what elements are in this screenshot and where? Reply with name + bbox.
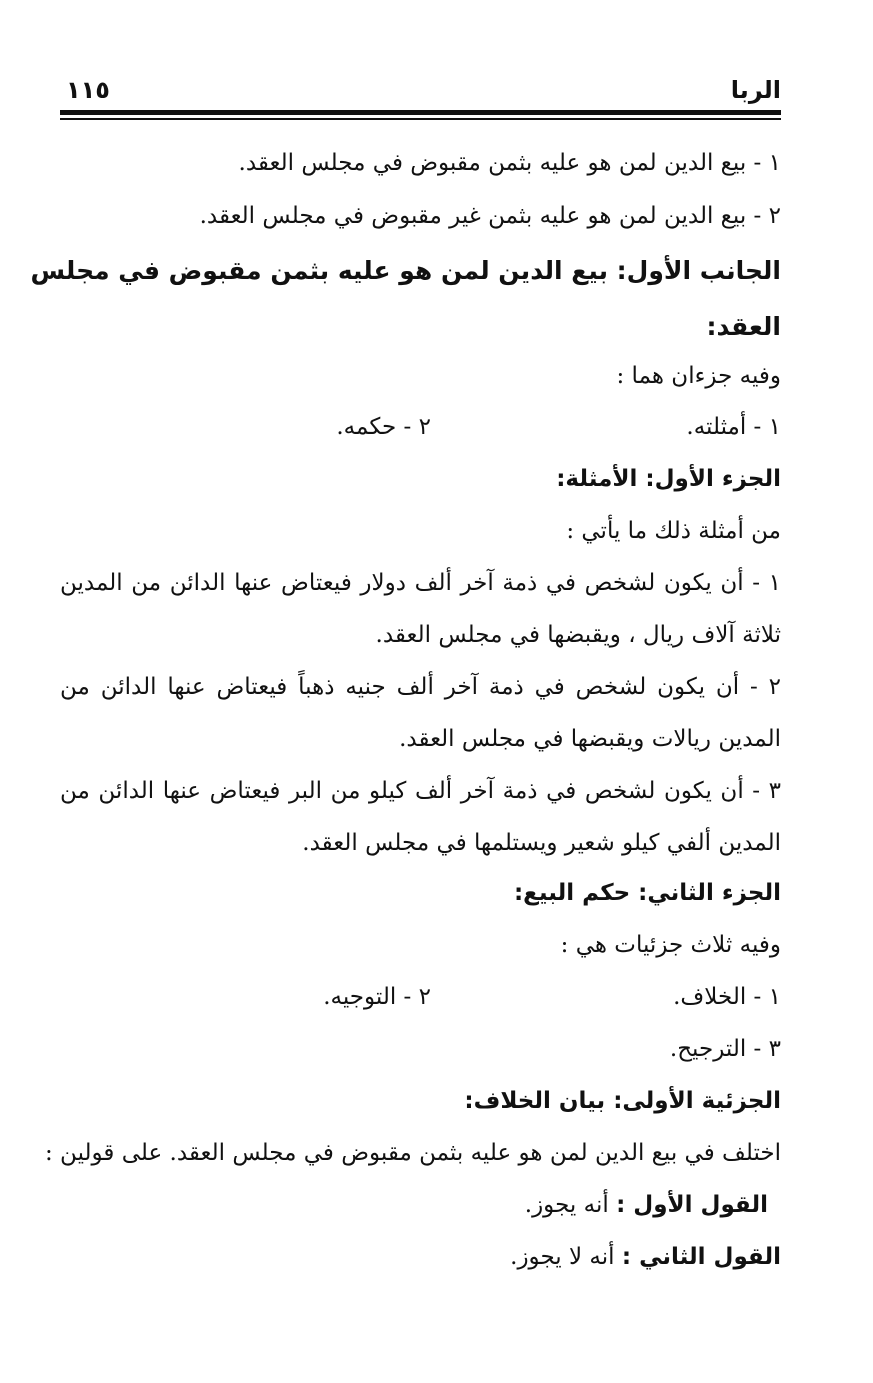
- paragraph: من أمثلة ذلك ما يأتي :: [566, 518, 781, 544]
- section-heading-continued: العقد:: [706, 312, 781, 341]
- opinion-line: [525, 1194, 768, 1217]
- paragraph: اختلف في بيع الدين لمن هو عليه بثمن مقبوض في مجلس العقد. على قولين :: [45, 1140, 781, 1166]
- header-rule-thick: [60, 110, 781, 115]
- opinion-text: أنه لا يجوز.: [510, 1244, 622, 1270]
- paragraph: ثلاثة آلاف ريال ، ويقبضها في مجلس العقد.: [375, 622, 781, 648]
- paragraph: وفيه ثلاث جزئيات هي :: [560, 932, 781, 958]
- subsection-heading: الجزء الثاني: حكم البيع:: [513, 880, 781, 906]
- subsection-heading: الجزئية الأولى: بيان الخلاف:: [464, 1088, 781, 1114]
- paragraph: ٣ - أن يكون لشخص في ذمة آخر ألف كيلو من البر فيعتاض عنها الدائن من: [60, 778, 781, 804]
- opinion-label: القول الثاني :: [621, 1244, 781, 1270]
- opinion-label: القول الأول :: [616, 1192, 768, 1218]
- paragraph: المدين ريالات ويقبضها في مجلس العقد.: [399, 726, 781, 752]
- opinion-text: أنه يجوز.: [524, 1192, 617, 1218]
- header-rule: [60, 110, 781, 122]
- list-item: ١ - أمثلته.: [686, 414, 781, 440]
- header-rule-thin: [60, 118, 781, 120]
- list-item: ٢ - بيع الدين لمن هو عليه بثمن غير مقبوض في مجلس العقد.: [199, 203, 781, 229]
- list-item: ٢ - التوجيه.: [323, 984, 431, 1010]
- list-item: ١ - بيع الدين لمن هو عليه بثمن مقبوض في مجلس العقد.: [238, 150, 781, 176]
- paragraph: وفيه جزءان هما :: [616, 363, 781, 389]
- paragraph: المدين ألفي كيلو شعير ويستلمها في مجلس العقد.: [302, 830, 781, 856]
- list-item: ٢ - حكمه.: [336, 414, 431, 440]
- section-heading: الجانب الأول: بيع الدين لمن هو عليه بثمن مقبوض في مجلس: [30, 256, 781, 285]
- running-header: [60, 70, 781, 110]
- list-item: ١ - الخلاف.: [673, 984, 781, 1010]
- paragraph: ١ - أن يكون لشخص في ذمة آخر ألف دولار فيعتاض عنها الدائن من المدين: [60, 570, 781, 596]
- chapter-title: الربا: [730, 76, 781, 104]
- paragraph: ٢ - أن يكون لشخص في ذمة آخر ألف جنيه ذهباً فيعتاض عنها الدائن من: [60, 674, 781, 700]
- list-item: ٣ - الترجيح.: [669, 1036, 781, 1062]
- opinion-line: [510, 1246, 781, 1269]
- subsection-heading: الجزء الأول: الأمثلة:: [556, 466, 781, 492]
- page-number: ١١٥: [66, 76, 110, 104]
